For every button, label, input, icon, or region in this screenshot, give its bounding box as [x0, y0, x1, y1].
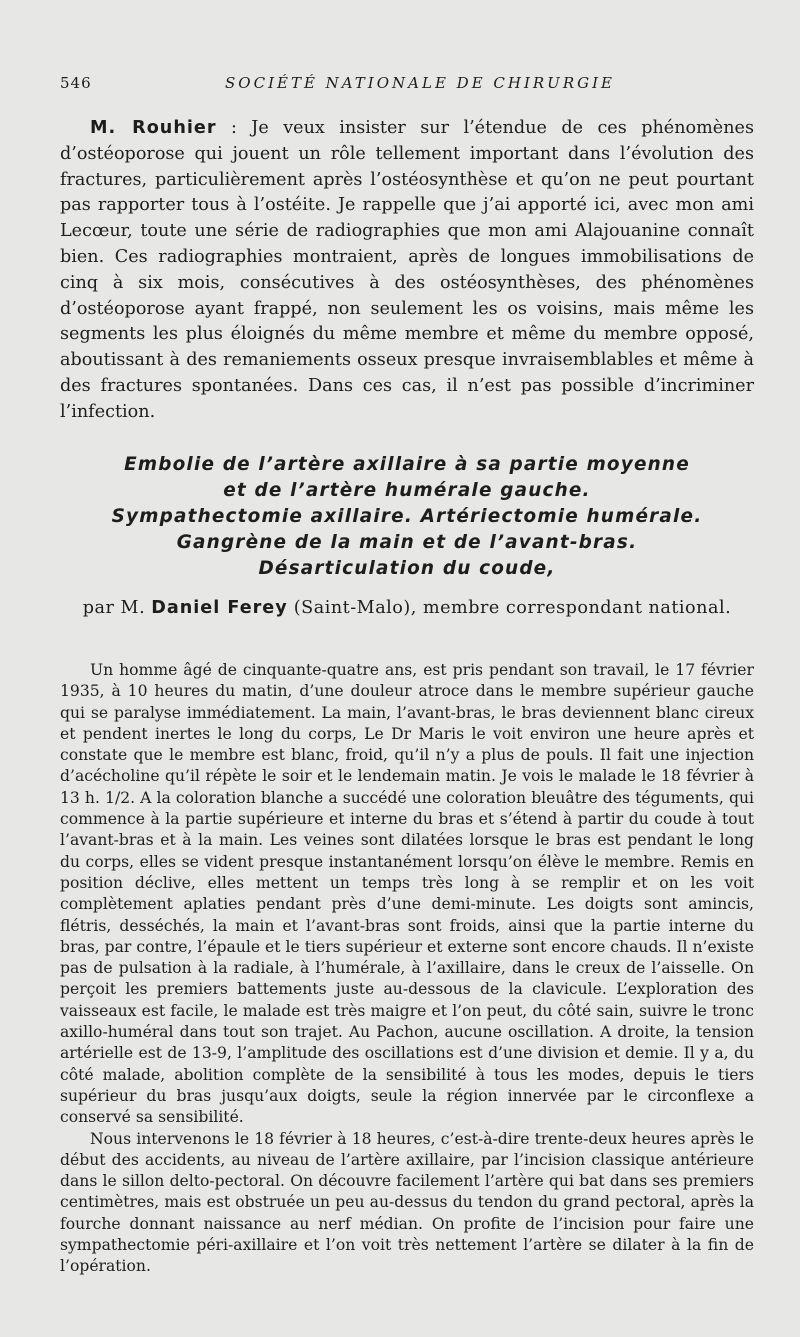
byline-prefix: par M.	[82, 598, 152, 618]
page-header	[60, 74, 760, 96]
byline-suffix: (Saint-Malo), membre correspondant national.	[287, 598, 732, 618]
author-name: Daniel Ferey	[151, 598, 288, 618]
discussion-paragraph	[60, 116, 754, 426]
title-line: Gangrène de la main et de l’avant-bras.	[176, 532, 638, 553]
article-body	[60, 660, 754, 1278]
byline	[60, 598, 754, 618]
page-number: 546	[60, 74, 92, 92]
article-title	[60, 452, 754, 582]
discussion-text: : Je veux insister sur l’étendue de ces phénomènes d’ostéoporose qui jouent un rôle tellement important dans l’évolution des fractures, particulièrement après l’ostéosynthèse et qu’on ne peut pourtant pas rapporter tous à l’ostéite. Je rappelle que j’ai apporté ici, avec mon ami Lecœur, toute une série de radiographies que mon ami Alajouanine connaît bien. Ces radiographies montraient, après de longues immobilisations de cinq à six mois, consécutives à des ostéosynthèses, des phénomènes d’ostéoporose ayant frappé, non seulement les os voisins, mais même les segments les plus éloignés du même membre et même du membre opposé, aboutissant à des remaniements osseux presque invraisemblables et même à des fractures spontanées. Dans ces cas, il n’est pas possible d’incriminer l’infection.	[60, 118, 754, 422]
title-line: Désarticulation du coude,	[258, 558, 556, 579]
body-paragraph: Nous intervenons le 18 février à 18 heures, c’est-à-dire trente-deux heures après le début des accidents, au niveau de l’artère axillaire, par l’incision classique antérieure dans le sillon delto-pectoral. On découvre facilement l’artère qui bat dans ses premiers centimètres, mais est obstruée un peu au-dessus du tendon du grand pectoral, après la fourche donnant naissance au nerf médian. On profite de l’incision pour faire une sympathectomie péri-axillaire et l’on voit très nettement l’artère se dilater à la fin de l’opération.	[60, 1129, 754, 1276]
title-line: Sympathectomie axillaire. Artériectomie humérale.	[111, 506, 703, 527]
speaker-name: M. Rouhier	[90, 118, 217, 138]
title-line: Embolie de l’artère axillaire à sa partie moyenne	[124, 454, 690, 475]
title-line: et de l’artère humérale gauche.	[223, 480, 591, 501]
running-title: SOCIÉTÉ NATIONALE DE CHIRURGIE	[225, 74, 615, 92]
body-paragraph: Un homme âgé de cinquante-quatre ans, est pris pendant son travail, le 17 février 1935, à 10 heures du matin, d’une douleur atroce dans le membre supérieur gauche qui se paralyse immédiatement. La main, l’avant-bras, le bras deviennent blanc cireux et pendent inertes le long du corps, Le Dr Maris le voit environ une heure après et constate que le membre est blanc, froid, qu’il n’y a plus de pouls. Il fait une injection d’acécholine qu’il répète le soir et le lendemain matin. Je vois le malade le 18 février à 13 h. 1/2. A la coloration blanche a succédé une coloration bleuâtre des téguments, qui commence à la partie supérieure et interne du bras et s’étend à partir du coude à tout l’avant-bras et à la main. Les veines sont dilatées lorsque le bras est pendant le long du corps, elles se vident presque instantanément lorsqu’on élève le membre. Remis en position déclive, elles mettent un temps très long à se remplir et on les voit complètement aplaties pendant près d’une demi-minute. Les doigts sont amincis, flétris, desséchés, la main et l’avant-bras sont froids, ainsi que la partie interne du bras, par contre, l’épaule et le tiers supérieur et externe sont encore chauds. Il n’existe pas de pulsation à la radiale, à l’humérale, à l’axillaire, dans le creux de l’aisselle. On perçoit les premiers battements juste au-dessous de la clavicule. L’exploration des vaisseaux est facile, le malade est très maigre et l’on peut, du côté sain, suivre le tronc axillo-huméral dans tout son trajet. Au Pachon, aucune oscillation. A droite, la tension artérielle est de 13-9, l’amplitude des oscillations est d’une division et demie. Il y a, du côté malade, abolition complète de la sensibilité à tous les modes, depuis le tiers supérieur du bras jusqu’aux doigts, seule la région innervée par le circonflexe a conservé sa sensibilité.	[60, 661, 754, 1127]
